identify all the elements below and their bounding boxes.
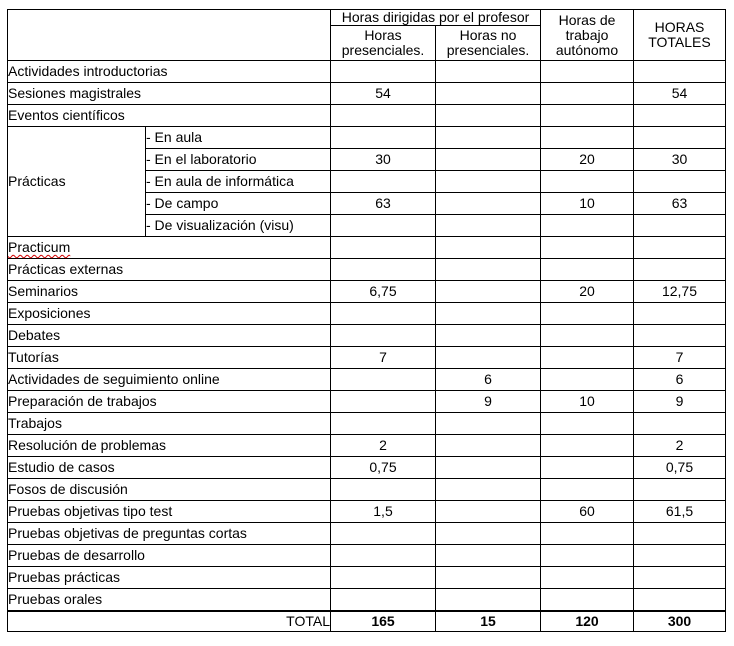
row-sublabel: - De visualización (visu) xyxy=(146,215,331,237)
cell-total xyxy=(634,479,726,501)
cell-presenciales xyxy=(331,545,436,567)
table-row xyxy=(8,127,726,149)
cell-no-presenciales xyxy=(436,105,541,127)
row-label: Estudio de casos xyxy=(8,457,331,479)
cell-no-presenciales xyxy=(436,127,541,149)
row-label: Eventos científicos xyxy=(8,105,331,127)
table-row xyxy=(8,83,726,105)
header-presenciales: Horas presenciales. xyxy=(331,26,436,61)
table-row xyxy=(8,567,726,589)
row-label: Actividades introductorias xyxy=(8,61,331,83)
row-label: Actividades de seguimiento online xyxy=(8,369,331,391)
row-label: Seminarios xyxy=(8,281,331,303)
header-autonomo: Horas de trabajo autónomo xyxy=(541,10,634,61)
row-sublabel: - En aula de informática xyxy=(146,171,331,193)
cell-no-presenciales xyxy=(436,413,541,435)
row-sublabel: - En aula xyxy=(146,127,331,149)
row-label: Pruebas de desarrollo xyxy=(8,545,331,567)
cell-no-presenciales xyxy=(436,479,541,501)
header-totales: HORAS TOTALES xyxy=(634,10,726,61)
cell-presenciales xyxy=(331,589,436,612)
table-row xyxy=(8,325,726,347)
table-row xyxy=(8,303,726,325)
cell-autonomo xyxy=(541,215,634,237)
cell-total xyxy=(634,589,726,612)
cell-no-presenciales xyxy=(436,149,541,171)
cell-autonomo xyxy=(541,457,634,479)
row-label: Debates xyxy=(8,325,331,347)
cell-presenciales xyxy=(331,171,436,193)
cell-autonomo xyxy=(541,83,634,105)
cell-no-presenciales xyxy=(436,435,541,457)
cell-total: 63 xyxy=(634,193,726,215)
table-row xyxy=(8,237,726,259)
cell-total xyxy=(634,303,726,325)
cell-autonomo xyxy=(541,171,634,193)
header-group-label: Horas dirigidas por el profesor xyxy=(331,10,541,26)
row-label: Sesiones magistrales xyxy=(8,83,331,105)
cell-autonomo xyxy=(541,303,634,325)
cell-total xyxy=(634,237,726,259)
cell-autonomo xyxy=(541,479,634,501)
table-row xyxy=(8,259,726,281)
table-row xyxy=(8,347,726,369)
cell-total: 30 xyxy=(634,149,726,171)
cell-presenciales: 63 xyxy=(331,193,436,215)
cell-total xyxy=(634,413,726,435)
cell-no-presenciales xyxy=(436,567,541,589)
cell-autonomo xyxy=(541,61,634,83)
cell-total: 2 xyxy=(634,435,726,457)
cell-autonomo xyxy=(541,589,634,612)
totals-row xyxy=(8,611,726,632)
row-label: Pruebas objetivas tipo test xyxy=(8,501,331,523)
cell-total: 61,5 xyxy=(634,501,726,523)
table-row xyxy=(8,281,726,303)
row-sublabel: - En el laboratorio xyxy=(146,149,331,171)
totals-label: TOTAL xyxy=(8,611,331,632)
table-row xyxy=(8,589,726,612)
table-row xyxy=(8,501,726,523)
cell-presenciales: 30 xyxy=(331,149,436,171)
cell-presenciales xyxy=(331,567,436,589)
header-no-presenciales: Horas no presenciales. xyxy=(436,26,541,61)
cell-autonomo xyxy=(541,567,634,589)
table-row xyxy=(8,61,726,83)
row-label: Pruebas orales xyxy=(8,589,331,612)
cell-no-presenciales xyxy=(436,589,541,612)
cell-no-presenciales xyxy=(436,259,541,281)
cell-total xyxy=(634,105,726,127)
spellcheck-word: Practicum xyxy=(8,239,71,255)
row-label: Pruebas objetivas de preguntas cortas xyxy=(8,523,331,545)
cell-no-presenciales xyxy=(436,281,541,303)
cell-total xyxy=(634,523,726,545)
row-label: Trabajos xyxy=(8,413,331,435)
total-presenciales: 165 xyxy=(331,611,436,632)
cell-presenciales: 54 xyxy=(331,83,436,105)
cell-presenciales xyxy=(331,413,436,435)
cell-presenciales: 2 xyxy=(331,435,436,457)
cell-total: 7 xyxy=(634,347,726,369)
total-no-presenciales: 15 xyxy=(436,611,541,632)
cell-total xyxy=(634,325,726,347)
cell-presenciales xyxy=(331,303,436,325)
hours-table xyxy=(7,9,726,632)
cell-total: 9 xyxy=(634,391,726,413)
cell-total xyxy=(634,171,726,193)
table-row xyxy=(8,479,726,501)
table-row xyxy=(8,413,726,435)
cell-presenciales xyxy=(331,479,436,501)
cell-autonomo xyxy=(541,413,634,435)
cell-presenciales xyxy=(331,127,436,149)
cell-autonomo xyxy=(541,259,634,281)
cell-autonomo xyxy=(541,325,634,347)
cell-total xyxy=(634,127,726,149)
total-autonomo: 120 xyxy=(541,611,634,632)
cell-autonomo xyxy=(541,369,634,391)
cell-total: 54 xyxy=(634,83,726,105)
cell-presenciales xyxy=(331,61,436,83)
cell-presenciales xyxy=(331,105,436,127)
cell-no-presenciales xyxy=(436,61,541,83)
row-label: Prácticas externas xyxy=(8,259,331,281)
cell-autonomo xyxy=(541,127,634,149)
cell-autonomo xyxy=(541,237,634,259)
cell-total: 0,75 xyxy=(634,457,726,479)
cell-no-presenciales xyxy=(436,83,541,105)
hours-table-body xyxy=(8,10,726,632)
cell-no-presenciales: 9 xyxy=(436,391,541,413)
total-total: 300 xyxy=(634,611,726,632)
row-sublabel: - De campo xyxy=(146,193,331,215)
cell-autonomo: 60 xyxy=(541,501,634,523)
cell-no-presenciales xyxy=(436,347,541,369)
cell-autonomo: 10 xyxy=(541,391,634,413)
row-label: Resolución de problemas xyxy=(8,435,331,457)
cell-presenciales: 0,75 xyxy=(331,457,436,479)
cell-presenciales: 1,5 xyxy=(331,501,436,523)
cell-no-presenciales xyxy=(436,457,541,479)
cell-autonomo xyxy=(541,523,634,545)
table-row xyxy=(8,435,726,457)
header-row-1 xyxy=(8,10,726,26)
table-row xyxy=(8,523,726,545)
cell-presenciales xyxy=(331,391,436,413)
header-blank-cell xyxy=(8,10,331,61)
cell-autonomo: 20 xyxy=(541,281,634,303)
table-row xyxy=(8,391,726,413)
table-row xyxy=(8,369,726,391)
cell-presenciales xyxy=(331,369,436,391)
cell-no-presenciales xyxy=(436,325,541,347)
cell-autonomo: 20 xyxy=(541,149,634,171)
cell-total xyxy=(634,259,726,281)
cell-no-presenciales xyxy=(436,523,541,545)
cell-total: 6 xyxy=(634,369,726,391)
cell-autonomo xyxy=(541,347,634,369)
cell-presenciales xyxy=(331,215,436,237)
row-label: Preparación de trabajos xyxy=(8,391,331,413)
cell-autonomo xyxy=(541,105,634,127)
practicas-label: Prácticas xyxy=(8,127,146,237)
cell-presenciales xyxy=(331,259,436,281)
table-row xyxy=(8,105,726,127)
row-label: Tutorías xyxy=(8,347,331,369)
cell-autonomo: 10 xyxy=(541,193,634,215)
cell-no-presenciales xyxy=(436,303,541,325)
row-label xyxy=(8,237,331,259)
table-row xyxy=(8,457,726,479)
cell-presenciales xyxy=(331,237,436,259)
row-label: Exposiciones xyxy=(8,303,331,325)
cell-autonomo xyxy=(541,545,634,567)
cell-total xyxy=(634,61,726,83)
cell-no-presenciales xyxy=(436,237,541,259)
cell-presenciales: 6,75 xyxy=(331,281,436,303)
table-row xyxy=(8,545,726,567)
cell-no-presenciales xyxy=(436,545,541,567)
cell-total xyxy=(634,545,726,567)
row-label: Pruebas prácticas xyxy=(8,567,331,589)
cell-presenciales: 7 xyxy=(331,347,436,369)
cell-total: 12,75 xyxy=(634,281,726,303)
cell-no-presenciales xyxy=(436,171,541,193)
cell-total xyxy=(634,215,726,237)
cell-autonomo xyxy=(541,435,634,457)
cell-total xyxy=(634,567,726,589)
cell-no-presenciales: 6 xyxy=(436,369,541,391)
cell-presenciales xyxy=(331,325,436,347)
cell-presenciales xyxy=(331,523,436,545)
cell-no-presenciales xyxy=(436,193,541,215)
row-label: Fosos de discusión xyxy=(8,479,331,501)
cell-no-presenciales xyxy=(436,215,541,237)
cell-no-presenciales xyxy=(436,501,541,523)
